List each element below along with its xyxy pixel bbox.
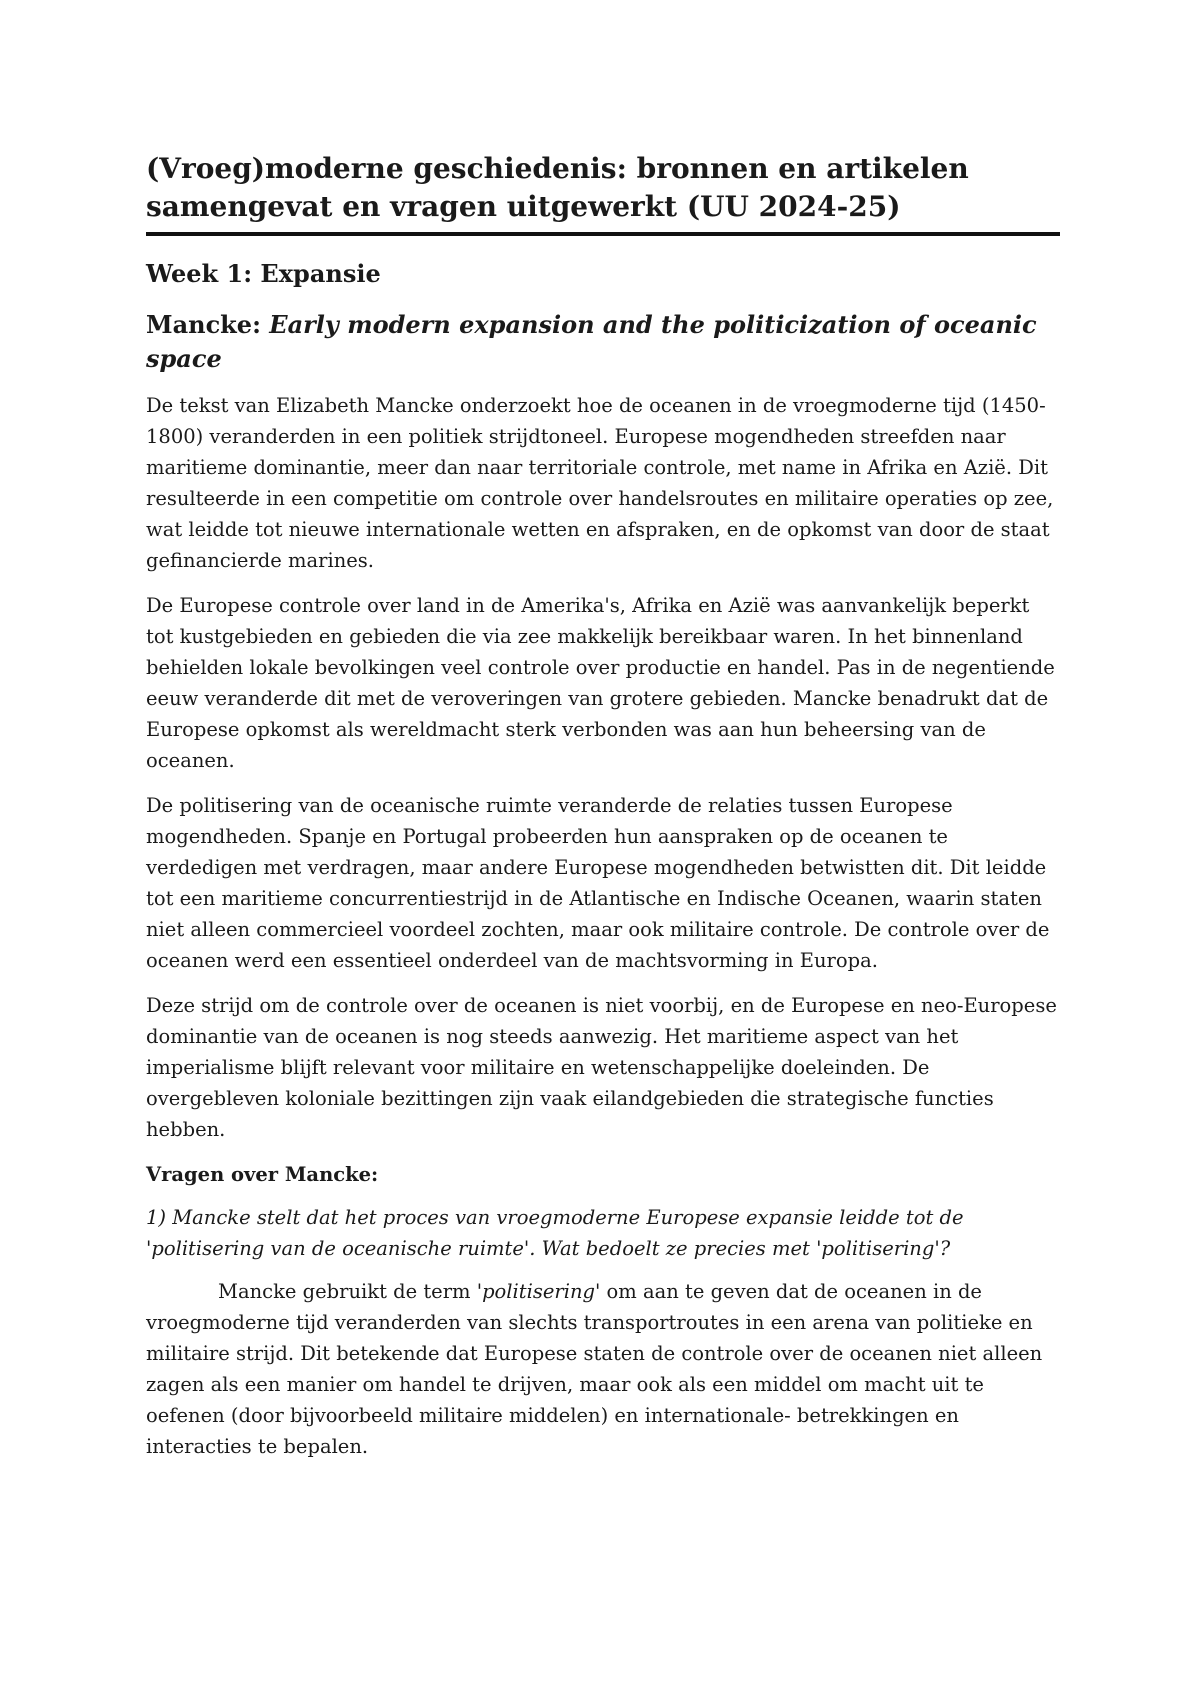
paragraph-4: Deze strijd om de controle over de oceanen is niet voorbij, en de Europese en neo-Europese dominantie van de oceanen is nog steeds aanwezig. Het maritieme aspect van het imperialisme blijft relevant voor militaire en wetenschappelijke doeleinden. De overgebleven koloniale bezittingen zijn vaak eilandgebieden die strategische functies hebben. (146, 994, 1057, 1141)
document-title: (Vroeg)moderne geschiedenis: bronnen en artikelen samengevat en vragen uitgewerkt (UU 2024-25) (146, 150, 1060, 236)
question-1: 1) Mancke stelt dat het proces van vroegmoderne Europese expansie leidde tot de 'politisering van de oceanische ruimte'. Wat bedoelt ze precies met 'politisering'? (146, 1206, 964, 1260)
questions-heading: Vragen over Mancke: (146, 1163, 379, 1186)
answer-1-emphasis: politisering (482, 1280, 595, 1303)
section-article-title: Early modern expansion and the politicization of oceanic space (146, 310, 1037, 373)
paragraph-1: De tekst van Elizabeth Mancke onderzoekt hoe de oceanen in de vroegmoderne tijd (1450-1800) veranderden in een politiek strijdtoneel. Europese mogendheden streefden naar maritieme dominantie, meer dan naar territoriale controle, met name in Afrika en Azië. Dit resulteerde in een competitie om controle over handelsroutes en militaire operaties op zee, wat leidde tot nieuwe internationale wetten en afspraken, en de opkomst van door de staat gefinancierde marines. (146, 394, 1054, 572)
section-heading (146, 308, 1060, 376)
answer-1-before: Mancke gebruikt de term ' (218, 1280, 483, 1303)
answer-1-after: ' om aan te geven dat de oceanen in de vroegmoderne tijd veranderden van slechts transportroutes in een arena van politieke en militaire strijd. Dit betekende dat Europese staten de controle over de oceanen niet alleen zagen als een manier om handel te drijven, maar ook als een middel om macht uit te oefenen (door bijvoorbeeld militaire middelen) en internationale- betrekkingen en interacties te bepalen. (146, 1280, 1043, 1458)
paragraph-3: De politisering van de oceanische ruimte veranderde de relaties tussen Europese mogendheden. Spanje en Portugal probeerden hun aanspraken op de oceanen te verdedigen met verdragen, maar andere Europese mogendheden betwistten dit. Dit leidde tot een maritieme concurrentiestrijd in de Atlantische en Indische Oceanen, waarin staten niet alleen commercieel voordeel zochten, maar ook militaire controle. De controle over de oceanen werd een essentieel onderdeel van de machtsvorming in Europa. (146, 794, 1050, 972)
week-heading: Week 1: Expansie (146, 259, 381, 288)
answer-1 (146, 1276, 1060, 1462)
document-page (146, 150, 1060, 1462)
paragraph-2: De Europese controle over land in de Amerika's, Afrika en Azië was aanvankelijk beperkt tot kustgebieden en gebieden die via zee makkelijk bereikbaar waren. In het binnenland behielden lokale bevolkingen veel controle over productie en handel. Pas in de negentiende eeuw veranderde dit met de veroveringen van grotere gebieden. Mancke benadrukt dat de Europese opkomst als wereldmacht sterk verbonden was aan hun beheersing van de oceanen. (146, 594, 1055, 772)
section-author: Mancke: (146, 310, 270, 339)
